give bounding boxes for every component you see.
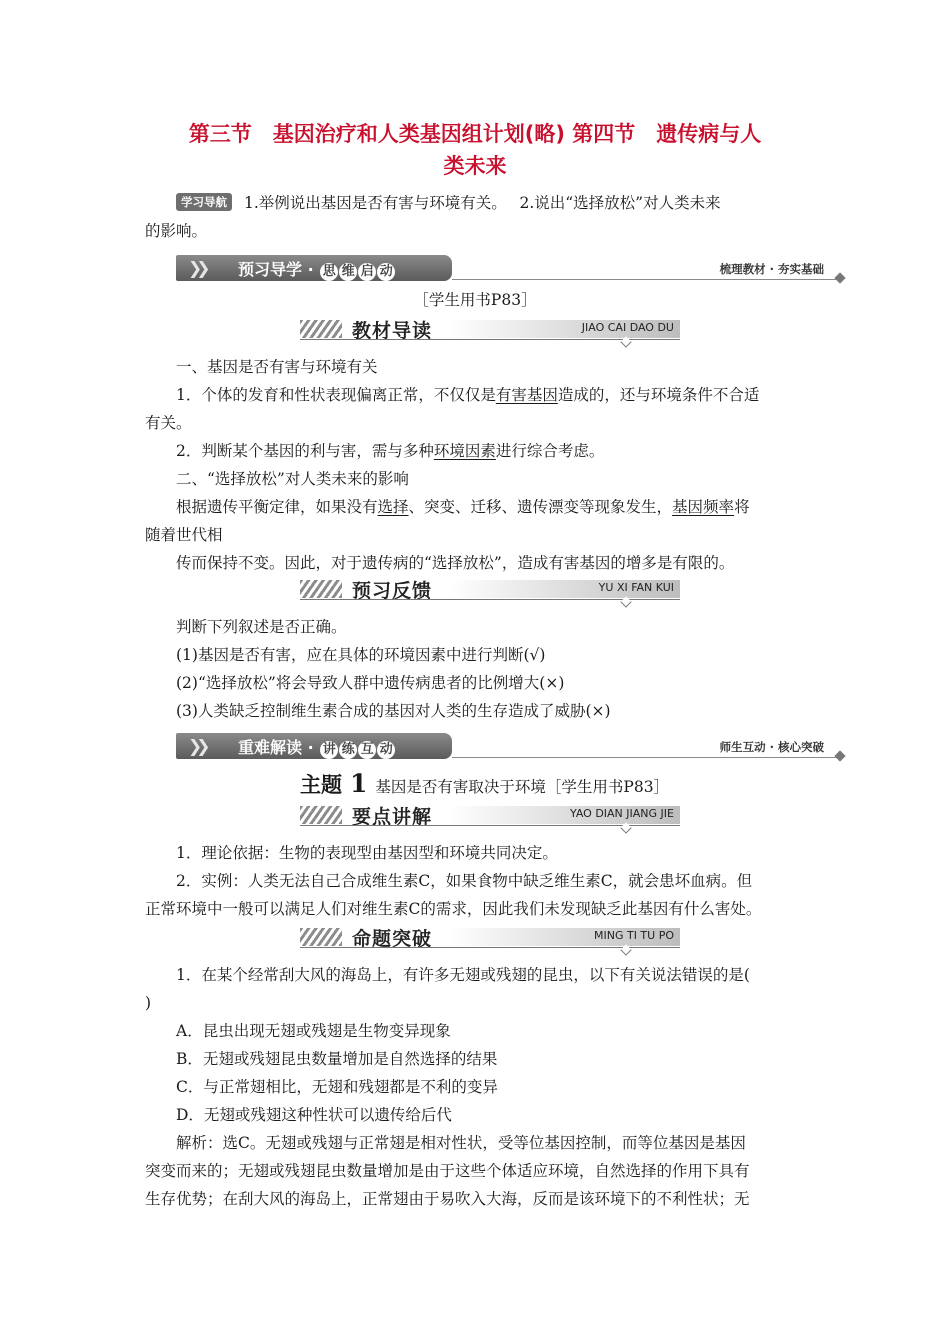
question-stem-cont: ) bbox=[145, 994, 152, 1012]
question-stem: 1．在某个经常刮大风的海岛上，有许多无翅或残翅的昆虫，以下有关说法错误的是( bbox=[176, 966, 750, 984]
study-guide-cont: 的影响。 bbox=[145, 222, 208, 240]
underlined-answer: 选择 bbox=[377, 498, 409, 516]
section-bar-tagline: 师生互动 · 核心突破 bbox=[719, 740, 824, 754]
title-line-1: 第三节 基因治疗和人类基因组计划(略) 第四节 遗传病与人 bbox=[188, 122, 762, 146]
subheader-jiaocai bbox=[300, 317, 680, 343]
paragraph-cont: 有关。 bbox=[145, 414, 192, 432]
hatch-decoration bbox=[300, 928, 342, 946]
option-c: C．与正常翅相比，无翅和残翅都是不利的变异 bbox=[176, 1078, 498, 1096]
page-title bbox=[145, 118, 805, 182]
study-guide bbox=[145, 189, 810, 217]
option-a: A．昆虫出现无翅或残翅是生物变异现象 bbox=[176, 1022, 451, 1040]
paragraph-cont: 随着世代相 bbox=[145, 526, 223, 544]
subheader-label: 要点讲解 bbox=[352, 806, 433, 828]
double-chevron-icon: ❯❯ bbox=[188, 259, 205, 279]
subheader-label: 教材导读 bbox=[352, 320, 433, 342]
section-bar-title: 重难解读 · 讲 练 互 动 bbox=[238, 735, 395, 759]
study-guide-badge: 学习导航 bbox=[176, 193, 232, 211]
underlined-answer: 基因频率 bbox=[672, 498, 735, 516]
judge-item: (2)“选择放松”将会导致人群中遗传病患者的比例增大(×) bbox=[176, 674, 565, 692]
analysis: 解析：选C。无翅或残翅与正常翅是相对性状，受等位基因控制，而等位基因是基因 bbox=[176, 1134, 746, 1152]
underlined-answer: 有害基因 bbox=[495, 386, 558, 404]
topic-title: 基因是否有害取决于环境［学生用书P83］ bbox=[375, 778, 670, 796]
paragraph: 1．理论依据：生物的表现型由基因型和环境共同决定。 bbox=[176, 844, 558, 862]
hatch-decoration bbox=[300, 320, 342, 338]
option-b: B．无翅或残翅昆虫数量增加是自然选择的结果 bbox=[176, 1050, 498, 1068]
subheader-pinyin: YU XI FAN KUI bbox=[598, 581, 674, 594]
topic-heading bbox=[300, 769, 669, 799]
double-chevron-icon: ❯❯ bbox=[188, 737, 205, 757]
paragraph: 1．个体的发育和性状表现偏离正常，不仅仅是有害基因造成的，还与环境条件不合适 bbox=[176, 386, 760, 404]
topic-label: 主题 bbox=[300, 773, 342, 797]
subheader-fankui bbox=[300, 577, 680, 603]
section-bar-tagline: 梳理教材 · 夯实基础 bbox=[719, 262, 824, 276]
subheader-yaodian bbox=[300, 803, 680, 829]
underlined-answer: 环境因素 bbox=[433, 442, 496, 460]
section-bar-title: 预习导学 · 思 维 启 动 bbox=[238, 257, 395, 281]
title-line-2: 类未来 bbox=[443, 154, 507, 178]
hatch-decoration bbox=[300, 580, 342, 598]
judge-item: (3)人类缺乏控制维生素合成的基因对人类的生存造成了威胁(×) bbox=[176, 702, 611, 720]
section-bar-preview bbox=[176, 255, 844, 283]
analysis-cont: 生存优势；在刮大风的海岛上，正常翅由于易吹入大海，反而是该环境下的不利性状；无 bbox=[145, 1190, 750, 1208]
subheader-pinyin: YAO DIAN JIANG JIE bbox=[569, 807, 674, 820]
judge-item: (1)基因是否有害，应在具体的环境因素中进行判断(√) bbox=[176, 646, 546, 664]
paragraph: 2．实例：人类无法自己合成维生素C，如果食物中缺乏维生素C，就会患坏血病。但 bbox=[176, 872, 753, 890]
paragraph: 根据遗传平衡定律，如果没有选择、突变、迁移、遗传漂变等现象发生，基因频率将 bbox=[176, 498, 750, 516]
section-bar-analysis bbox=[176, 733, 844, 761]
paragraph-cont: 正常环境中一般可以满足人们对维生素C的需求，因此我们未发现缺乏此基因有什么害处。 bbox=[145, 900, 762, 918]
subheader-mingti bbox=[300, 925, 680, 951]
paragraph: 传而保持不变。因此，对于遗传病的“选择放松”，造成有害基因的增多是有限的。 bbox=[176, 554, 735, 572]
subheader-pinyin: JIAO CAI DAO DU bbox=[581, 321, 674, 334]
diamond-icon bbox=[834, 272, 845, 283]
study-guide-text: 1.举例说出基因是否有害与环境有关。 2.说出“选择放松”对人类未来 bbox=[244, 194, 721, 212]
diamond-icon bbox=[834, 750, 845, 761]
section-heading-2: 二、“选择放松”对人类未来的影响 bbox=[176, 470, 409, 488]
topic-number: 1 bbox=[350, 769, 368, 798]
judge-intro: 判断下列叙述是否正确。 bbox=[176, 618, 347, 636]
hatch-decoration bbox=[300, 806, 342, 824]
student-book-ref: ［学生用书P83］ bbox=[413, 291, 537, 309]
subheader-label: 命题突破 bbox=[352, 928, 433, 950]
paragraph: 2．判断某个基因的利与害，需与多种环境因素进行综合考虑。 bbox=[176, 442, 605, 460]
subheader-label: 预习反馈 bbox=[352, 580, 433, 602]
option-d: D．无翅或残翅这种性状可以遗传给后代 bbox=[176, 1106, 452, 1124]
section-heading-1: 一、基因是否有害与环境有关 bbox=[176, 358, 378, 376]
analysis-cont: 突变而来的；无翅或残翅昆虫数量增加是由于这些个体适应环境，自然选择的作用下具有 bbox=[145, 1162, 750, 1180]
section-bar-rule bbox=[452, 279, 836, 280]
subheader-pinyin: MING TI TU PO bbox=[593, 929, 674, 942]
section-bar-rule bbox=[452, 757, 836, 758]
